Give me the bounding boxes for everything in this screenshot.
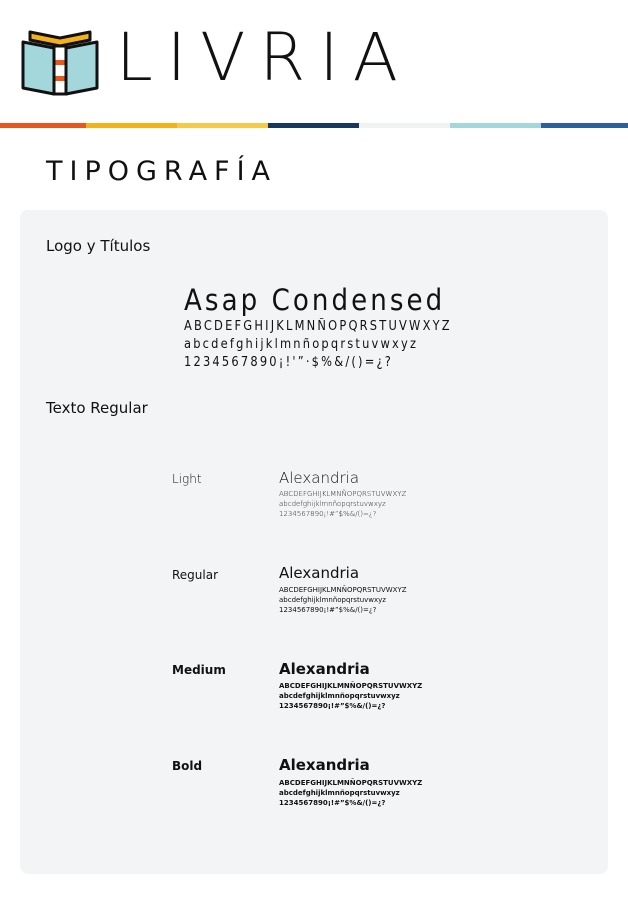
stripe-amber [86, 123, 177, 128]
book-icon [20, 18, 100, 98]
stripe-blue [541, 123, 628, 128]
logo-titles-heading: Logo y Títulos [46, 237, 151, 255]
weight-label-bold: Bold [172, 759, 203, 773]
color-stripe [0, 123, 628, 128]
brand-name: LIVRIA [116, 19, 412, 96]
sample-lowercase-bold: abcdefghijklmnñopqrstuvwxyz [279, 789, 400, 797]
sample-lowercase-light: abcdefghijklmnñopqrstuvwxyz [279, 500, 386, 508]
sample-uppercase-light: ABCDEFGHIJKLMNÑOPQRSTUVWXYZ [279, 490, 407, 498]
asap-font-name: Asap Condensed [184, 283, 446, 317]
regular-text-heading: Texto Regular [46, 399, 148, 417]
weight-label-medium: Medium [172, 663, 226, 677]
sample-symbols-medium: 1234567890¡!#”$%&/()=¿? [279, 702, 386, 710]
font-name-medium: Alexandria [279, 660, 370, 678]
sample-symbols-bold: 1234567890¡!#”$%&/()=¿? [279, 799, 386, 807]
sample-uppercase-medium: ABCDEFGHIJKLMNÑOPQRSTUVWXYZ [279, 682, 423, 690]
stripe-teal [450, 123, 541, 128]
asap-symbols: 1234567890¡!'”·$%&/()=¿? [184, 355, 394, 370]
asap-lowercase: abcdefghijklmnñopqrstuvwxyz [184, 337, 419, 352]
stripe-orange [0, 123, 86, 128]
stripe-yellow [177, 123, 268, 128]
sample-lowercase-regular: abcdefghijklmnñopqrstuvwxyz [279, 596, 386, 604]
weight-label-regular: Regular [172, 568, 219, 582]
page-title: TIPOGRAFÍA [46, 156, 278, 187]
sample-uppercase-bold: ABCDEFGHIJKLMNÑOPQRSTUVWXYZ [279, 779, 423, 787]
weight-label-light: Light [172, 472, 202, 486]
font-name-regular: Alexandria [279, 564, 360, 582]
sample-uppercase-regular: ABCDEFGHIJKLMNÑOPQRSTUVWXYZ [279, 586, 407, 594]
stripe-navy [268, 123, 359, 128]
sample-symbols-light: 1234567890¡!#”$%&/()=¿? [279, 510, 377, 518]
stripe-light [359, 123, 450, 128]
sample-symbols-regular: 1234567890¡!#”$%&/()=¿? [279, 606, 377, 614]
font-name-light: Alexandria [279, 469, 360, 487]
asap-uppercase: ABCDEFGHIJKLMNÑOPQRSTUVWXYZ [184, 319, 452, 334]
sample-lowercase-medium: abcdefghijklmnñopqrstuvwxyz [279, 692, 400, 700]
font-name-bold: Alexandria [279, 756, 370, 774]
